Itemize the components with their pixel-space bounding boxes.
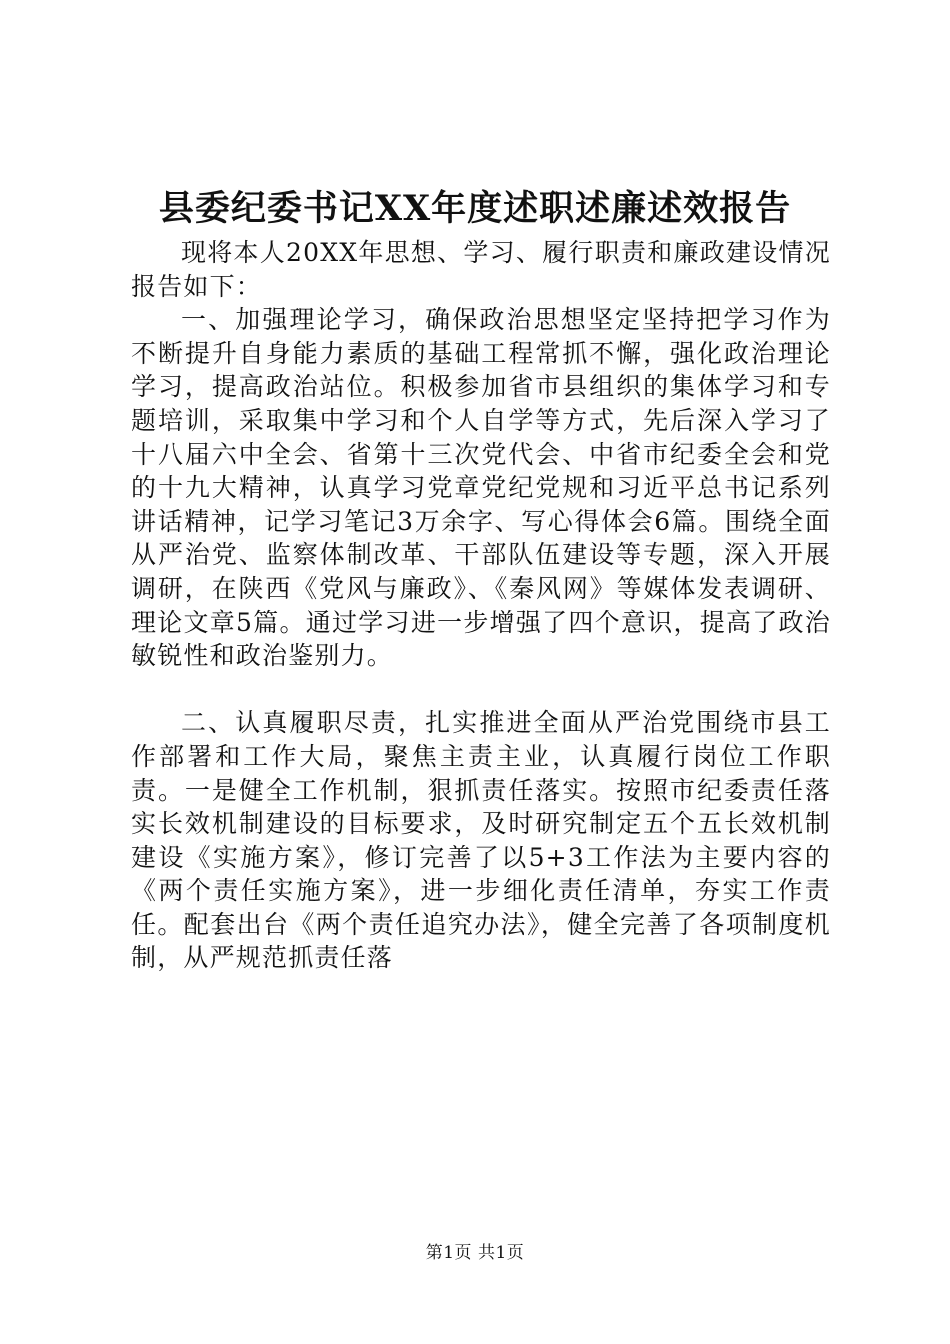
section-one-paragraph: 一、加强理论学习，确保政治思想坚定坚持把学习作为不断提升自身能力素质的基础工程常抓不懈，强化政治理论学习，提高政治站位。积极参加省市县组织的集体学习和专题培训，采取集中学习和个人自学等方式，先后深入学习了十八届六中全会、省第十三次党代会、中省市纪委全会和党的十九大精神，认真学习党章党纪党规和习近平总书记系列讲话精神，记学习笔记3万余字、写心得体会6篇。围绕全面从严治党、监察体制改革、干部队伍建设等专题，深入开展调研，在陕西《党风与廉政》、《秦风网》等媒体发表调研、理论文章5篇。通过学习进一步增强了四个意识，提高了政治敏锐性和政治鉴别力。 [131, 305, 831, 671]
section-two-paragraph: 二、认真履职尽责，扎实推进全面从严治党围绕市县工作部署和工作大局，聚焦主责主业，认真履行岗位工作职责。一是健全工作机制，狠抓责任落实。按照市纪委责任落实长效机制建设的目标要求，及时研究制定五个五长效机制建设《实施方案》，修订完善了以5+3工作法为主要内容的《两个责任实施方案》，进一步细化责任清单，夯实工作责任。配套出台《两个责任追究办法》，健全完善了各项制度机制，从严规范抓责任落 [131, 708, 831, 973]
intro-paragraph: 现将本人20XX年思想、学习、履行职责和廉政建设情况报告如下： [131, 238, 831, 301]
document-title: 县委纪委书记XX年度述职述廉述效报告 [158, 188, 792, 229]
page-number-footer: 第1页 共1页 [425, 1243, 525, 1263]
document-body [131, 236, 831, 975]
